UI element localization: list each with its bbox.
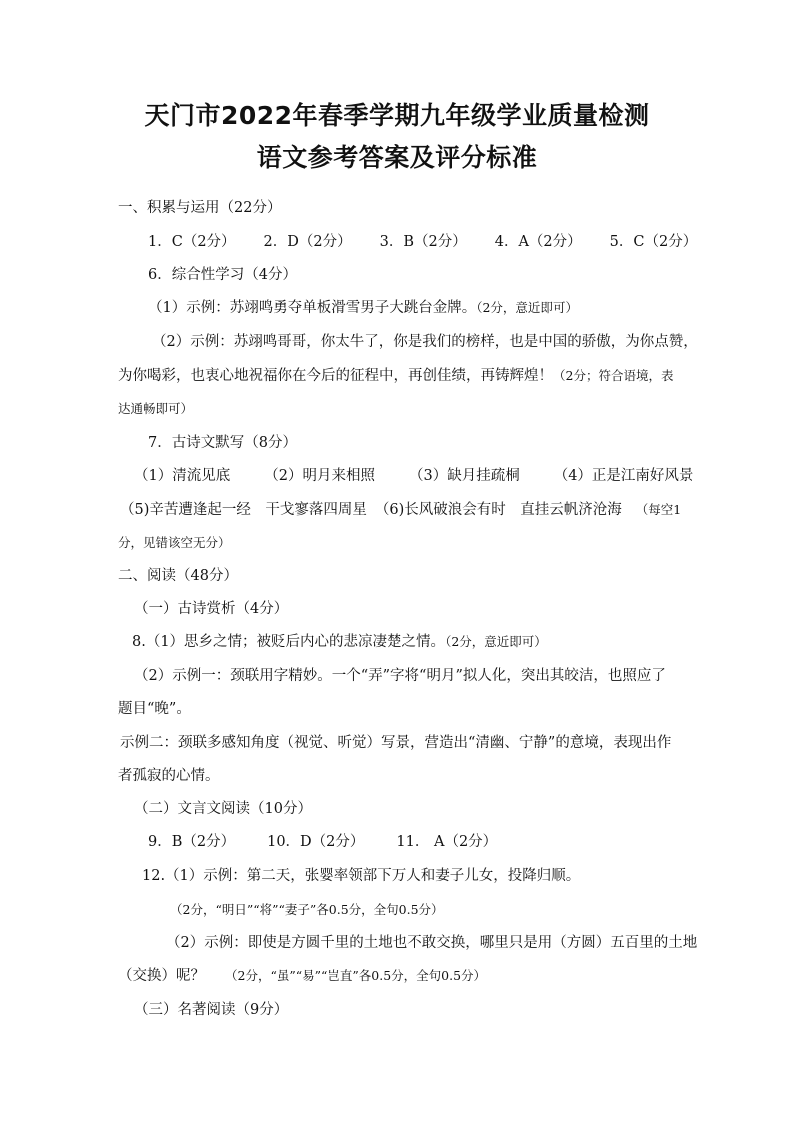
q7-answer-4: （4）正是江南好风景 (553, 468, 694, 484)
q8-2-line-1: （2）示例一：颈联用字精妙。一个“弄”字将“明月”拟人化，突出其皎洁，也照应了 (134, 668, 666, 684)
q7-note-1: （每空1 (635, 502, 682, 517)
q12-2-line-1: （2）示例：即使是方圆千里的土地也不敢交换，哪里只是用（方圆）五百里的土地 (166, 935, 698, 951)
part-2-title: （二）文言文阅读（10分） (134, 801, 312, 817)
q6-2-line-1: （2）示例：苏翊鸣哥哥，你太牛了，你是我们的榜样，也是中国的骄傲，为你点赞， (152, 334, 698, 350)
q7-note-2: 分，见错该空无分） (118, 535, 231, 550)
q12-2-note: （2分，“虽”“易”“岂直”各0.5分，全句0.5分） (225, 968, 487, 983)
q7-title: 7．古诗文默写（8分） (148, 435, 297, 451)
q6-title: 6．综合性学习（4分） (148, 267, 297, 283)
q7-answer-6: （6)长风破浪会有时 直挂云帆济沧海 (374, 502, 622, 518)
q6-2-text: 为你喝彩，也衷心地祝福你在今后的征程中，再创佳绩，再铸辉煌！ (118, 368, 553, 384)
q6-1-text: （1）示例：苏翊鸣勇夺单板滑雪男子大跳台金牌。 (148, 300, 477, 316)
answer-9: 9．B（2分） (148, 834, 236, 850)
answer-11: 11． A（2分） (396, 834, 498, 850)
answer-1: 1．C（2分） (148, 234, 236, 250)
q12-2-line-2 (118, 966, 486, 986)
answer-3: 3．B（2分） (379, 234, 467, 250)
part-1-title: （一）古诗赏析（4分） (134, 601, 289, 617)
q8-1-note: （2分，意近即可） (445, 634, 547, 649)
answer-4: 4．A（2分） (494, 234, 582, 250)
answer-5: 5．C（2分） (609, 234, 698, 250)
q7-answer-1: （1）清流见底 (134, 468, 231, 484)
section-2-heading: 二、阅读（48分） (118, 568, 238, 584)
mc-answers-1-5 (148, 232, 697, 252)
q7-answer-2: （2）明月来相照 (264, 468, 375, 484)
q12-1-answer: 12.（1）示例：第二天，张婴率领部下万人和妻子儿女，投降归顺。 (142, 868, 581, 884)
q6-2-note: （2分；符合语境，表 (553, 368, 674, 383)
q6-1-answer (148, 298, 578, 318)
q7-answers-row-2 (120, 500, 681, 520)
q8-2-line-2: 题目“晚”。 (118, 701, 191, 717)
document-title-line-1: 天门市2022年春季学期九年级学业质量检测 (144, 101, 650, 130)
q12-1-note: （2分，“明日”“将”“妻子”各0.5分，全句0.5分） (170, 902, 444, 917)
section-1-heading: 一、积累与运用（22分） (118, 200, 282, 216)
q7-answer-5: （5)辛苦遭逢起一经 干戈寥落四周星 (120, 502, 367, 518)
q8-1-text: 8.（1）思乡之情；被贬后内心的悲凉凄楚之情。 (132, 634, 446, 650)
q7-answer-3: （3）缺月挂疏桐 (408, 468, 520, 484)
q6-2-line-2 (118, 366, 673, 386)
q12-2-text: （交换）呢？ (118, 968, 205, 984)
document-title-line-2: 语文参考答案及评分标准 (256, 143, 538, 172)
q6-2-line-3: 达通畅即可） (118, 401, 194, 416)
answer-10: 10．D（2分） (267, 834, 365, 850)
mc-answers-9-11 (148, 832, 497, 852)
q8-example-2-line-2: 者孤寂的心情。 (118, 768, 220, 784)
q6-1-note: （2分，意近即可） (476, 300, 578, 315)
q7-answers-row-1 (134, 466, 693, 486)
part-3-title: （三）名著阅读（9分） (134, 1002, 289, 1018)
q8-example-2-line-1: 示例二：颈联多感知角度（视觉、听觉）写景，营造出“清幽、宁静”的意境，表现出作 (120, 735, 672, 751)
answer-2: 2．D（2分） (263, 234, 352, 250)
q8-1-answer (132, 632, 547, 652)
